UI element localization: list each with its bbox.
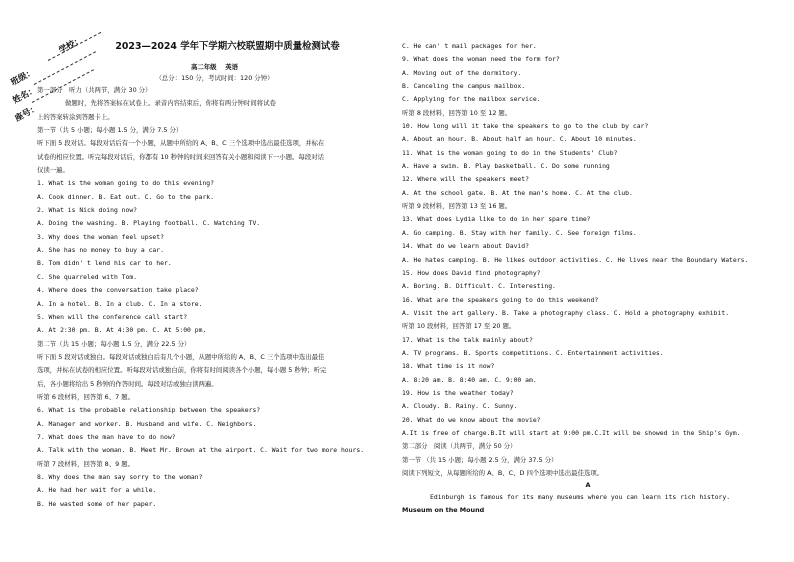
left-text-line: C. She quarreled with Tom. <box>37 272 138 281</box>
name-label: 姓名： <box>11 85 39 106</box>
left-text-line: B. Tom didn' t lend his car to her. <box>37 259 172 268</box>
reading-intro: Edinburgh is famous for its many museums where you can learn its rich history. <box>430 493 731 502</box>
left-text-line: 8. Why does the man say sorry to the woman? <box>37 472 203 481</box>
right-text-line: 19. How is the weather today? <box>402 388 514 397</box>
left-text-line: 听第 7 段材料，回答第 8、9 题。 <box>37 459 135 468</box>
right-text-line: C. He can' t mail packages for her. <box>402 42 537 50</box>
left-body <box>37 84 392 511</box>
left-text-line: 5. When will the conference call start? <box>37 312 188 321</box>
right-text-line: 18. What time is it now? <box>402 362 495 371</box>
right-text-line: A. Visit the art gallery. B. Take a photography class. C. Hold a photography exhibit. <box>402 308 730 317</box>
right-text-line: 10. How long will it take the speakers to go to the club by car? <box>402 122 649 131</box>
left-text-line: A. Cook dinner. B. Eat out. C. Go to the park. <box>37 192 214 201</box>
left-text-line: A. Talk with the woman. B. Meet Mr. Brown at the airport. C. Wait for two more hours. <box>37 446 365 455</box>
right-text-line: 13. What does Lydia like to do in her spare time? <box>402 215 591 224</box>
right-text-line: 20. What do we know about the movie? <box>402 415 541 424</box>
left-text-line: 仅读一遍。 <box>37 166 69 175</box>
grade-subject: 高二年级 英语 <box>191 63 238 71</box>
left-text-line: A. He had her wait for a while. <box>37 486 157 495</box>
right-text-line: A. Go camping. B. Stay with her family. C. See foreign films. <box>402 228 637 237</box>
class-label: 班级： <box>9 67 37 88</box>
right-text-line: 17. What is the talk mainly about? <box>402 335 533 344</box>
right-body <box>402 40 774 480</box>
right-column <box>402 40 774 518</box>
right-text-line: 9. What does the woman need the form for? <box>402 55 560 64</box>
left-text-line: A. Manager and worker. B. Husband and wife. C. Neighbors. <box>37 419 257 428</box>
left-text-line: 4. Where does the conversation take place? <box>37 286 199 295</box>
left-text-line: 第一部分 听力（共两节，满分 30 分） <box>37 86 152 94</box>
right-text-line: C. Applying for the mailbox service. <box>402 95 541 104</box>
right-text-line: 第二部分 阅读（共两节，满分 50 分） <box>402 442 517 451</box>
right-text-line: A.It is free of charge.B.It will start at 9:00 pm.C.It will be showed in the Ship’s Gym. <box>402 428 741 437</box>
left-text-line: B. He wasted some of her paper. <box>37 499 157 508</box>
right-text-line: A. 8:20 am. B. 8:40 am. C. 9:00 am. <box>402 375 537 384</box>
left-text-line: 听下面 5 段对话。每段对话后有一个小题，从题中所给的 A、B、C 三个选项中选出最佳选项，并标在 <box>37 139 325 148</box>
left-text-line: 2. What is Nick doing now? <box>37 206 138 215</box>
left-text-line: 试卷的相应位置。听完每段对话后，你都有 10 秒钟的时间来回答有关小题和阅读下一小题。每段对话 <box>37 152 324 161</box>
right-text-line: 阅读下列短文，从每题所给的 A、B、C、D 四个选项中选出最佳选项。 <box>402 469 604 477</box>
left-column <box>37 40 392 511</box>
reading-section-label: A <box>585 481 591 490</box>
left-text-line: 做题时，先将答案标在试卷上。录音内容结束后，你将有两分钟时间将试卷 <box>65 99 276 108</box>
right-text-line: 14. What do we learn about David? <box>402 242 529 251</box>
right-text-line: 11. What is the woman going to do in the Students’ Club? <box>402 148 618 157</box>
seat-label: 座号： <box>13 103 41 124</box>
right-text-line: A. About an hour. B. About half an hour. C. About 10 minutes. <box>402 135 637 144</box>
right-text-line: 12. Where will the speakers meet? <box>402 175 529 184</box>
left-text-line: 第二节（共 15 小题；每小题 1.5 分，满分 22.5 分） <box>37 339 191 348</box>
left-text-line: 听第 6 段材料，回答第 6、7 题。 <box>37 392 135 401</box>
reading-heading: Museum on the Mound <box>402 506 485 515</box>
left-text-line: 6. What is the probable relationship between the speakers? <box>37 406 261 415</box>
right-text-line: 听第 10 段材料，回答第 17 至 20 题。 <box>402 322 516 331</box>
school-label: 学校： <box>57 35 85 56</box>
right-text-line: A. TV programs. B. Sports competitions. C. Entertainment activities. <box>402 348 664 357</box>
page-title: 2023—2024 学年下学期六校联盟期中质量检测试卷 <box>115 41 340 52</box>
exam-meta: （总分：150 分，考试时间：120 分钟） <box>155 74 274 82</box>
right-text-line: 听第 8 段材料，回答第 10 至 12 题。 <box>402 108 512 117</box>
left-text-line: A. In a hotel. B. In a club. C. In a store. <box>37 299 203 308</box>
left-text-line: 第一节（共 5 小题；每小题 1.5 分，满分 7.5 分） <box>37 126 183 135</box>
right-text-line: 听第 9 段材料，回答第 13 至 16 题。 <box>402 202 512 211</box>
right-text-line: A. Have a swim. B. Play basketball. C. Do some running <box>402 162 610 171</box>
right-text-line: A. At the school gate. B. At the man’s home. C. At the club. <box>402 188 633 197</box>
left-text-line: 听下面 5 段对话或独白。每段对话或独白后有几个小题，从题中所给的 A、B、C 三个选项中选出最佳 <box>37 352 325 361</box>
left-text-line: 后，各小题将给出 5 秒钟的作答时间。每段对话或独白读两遍。 <box>37 379 218 388</box>
right-text-line: A. Boring. B. Difficult. C. Interesting. <box>402 282 556 291</box>
left-text-line: A. She has no money to buy a car. <box>37 246 164 255</box>
left-text-line: A. Doing the washing. B. Playing football. C. Watching TV. <box>37 219 261 228</box>
right-text-line: 16. What are the speakers going to do this weekend? <box>402 295 599 304</box>
left-text-line: A. At 2:30 pm. B. At 4:30 pm. C. At 5:00 pm. <box>37 326 207 335</box>
right-text-line: A. He hates camping. B. He likes outdoor activities. C. He lives near the Boundary Waters. <box>402 255 749 264</box>
left-text-line: 7. What does the man have to do now? <box>37 432 176 441</box>
left-text-line: 1. What is the woman going to do this evening? <box>37 179 214 188</box>
left-text-line: 3. Why does the woman feel upset? <box>37 232 164 241</box>
left-text-line: 上的答案转涂到答题卡上。 <box>37 112 114 121</box>
right-text-line: 第一节 （共 15 小题；每小题 2.5 分，满分 37.5 分） <box>402 455 558 464</box>
right-text-line: A. Cloudy. B. Rainy. C. Sunny. <box>402 402 518 411</box>
right-text-line: 15. How does David find photography? <box>402 268 541 277</box>
right-text-line: B. Canceling the campus mailbox. <box>402 82 526 91</box>
right-text-line: A. Moving out of the dormitory. <box>402 68 522 77</box>
left-text-line: 选项，并标在试卷的相应位置。听每段对话或独白前，你将有时间阅读各个小题，每小题 5 秒钟；听完 <box>37 366 327 375</box>
